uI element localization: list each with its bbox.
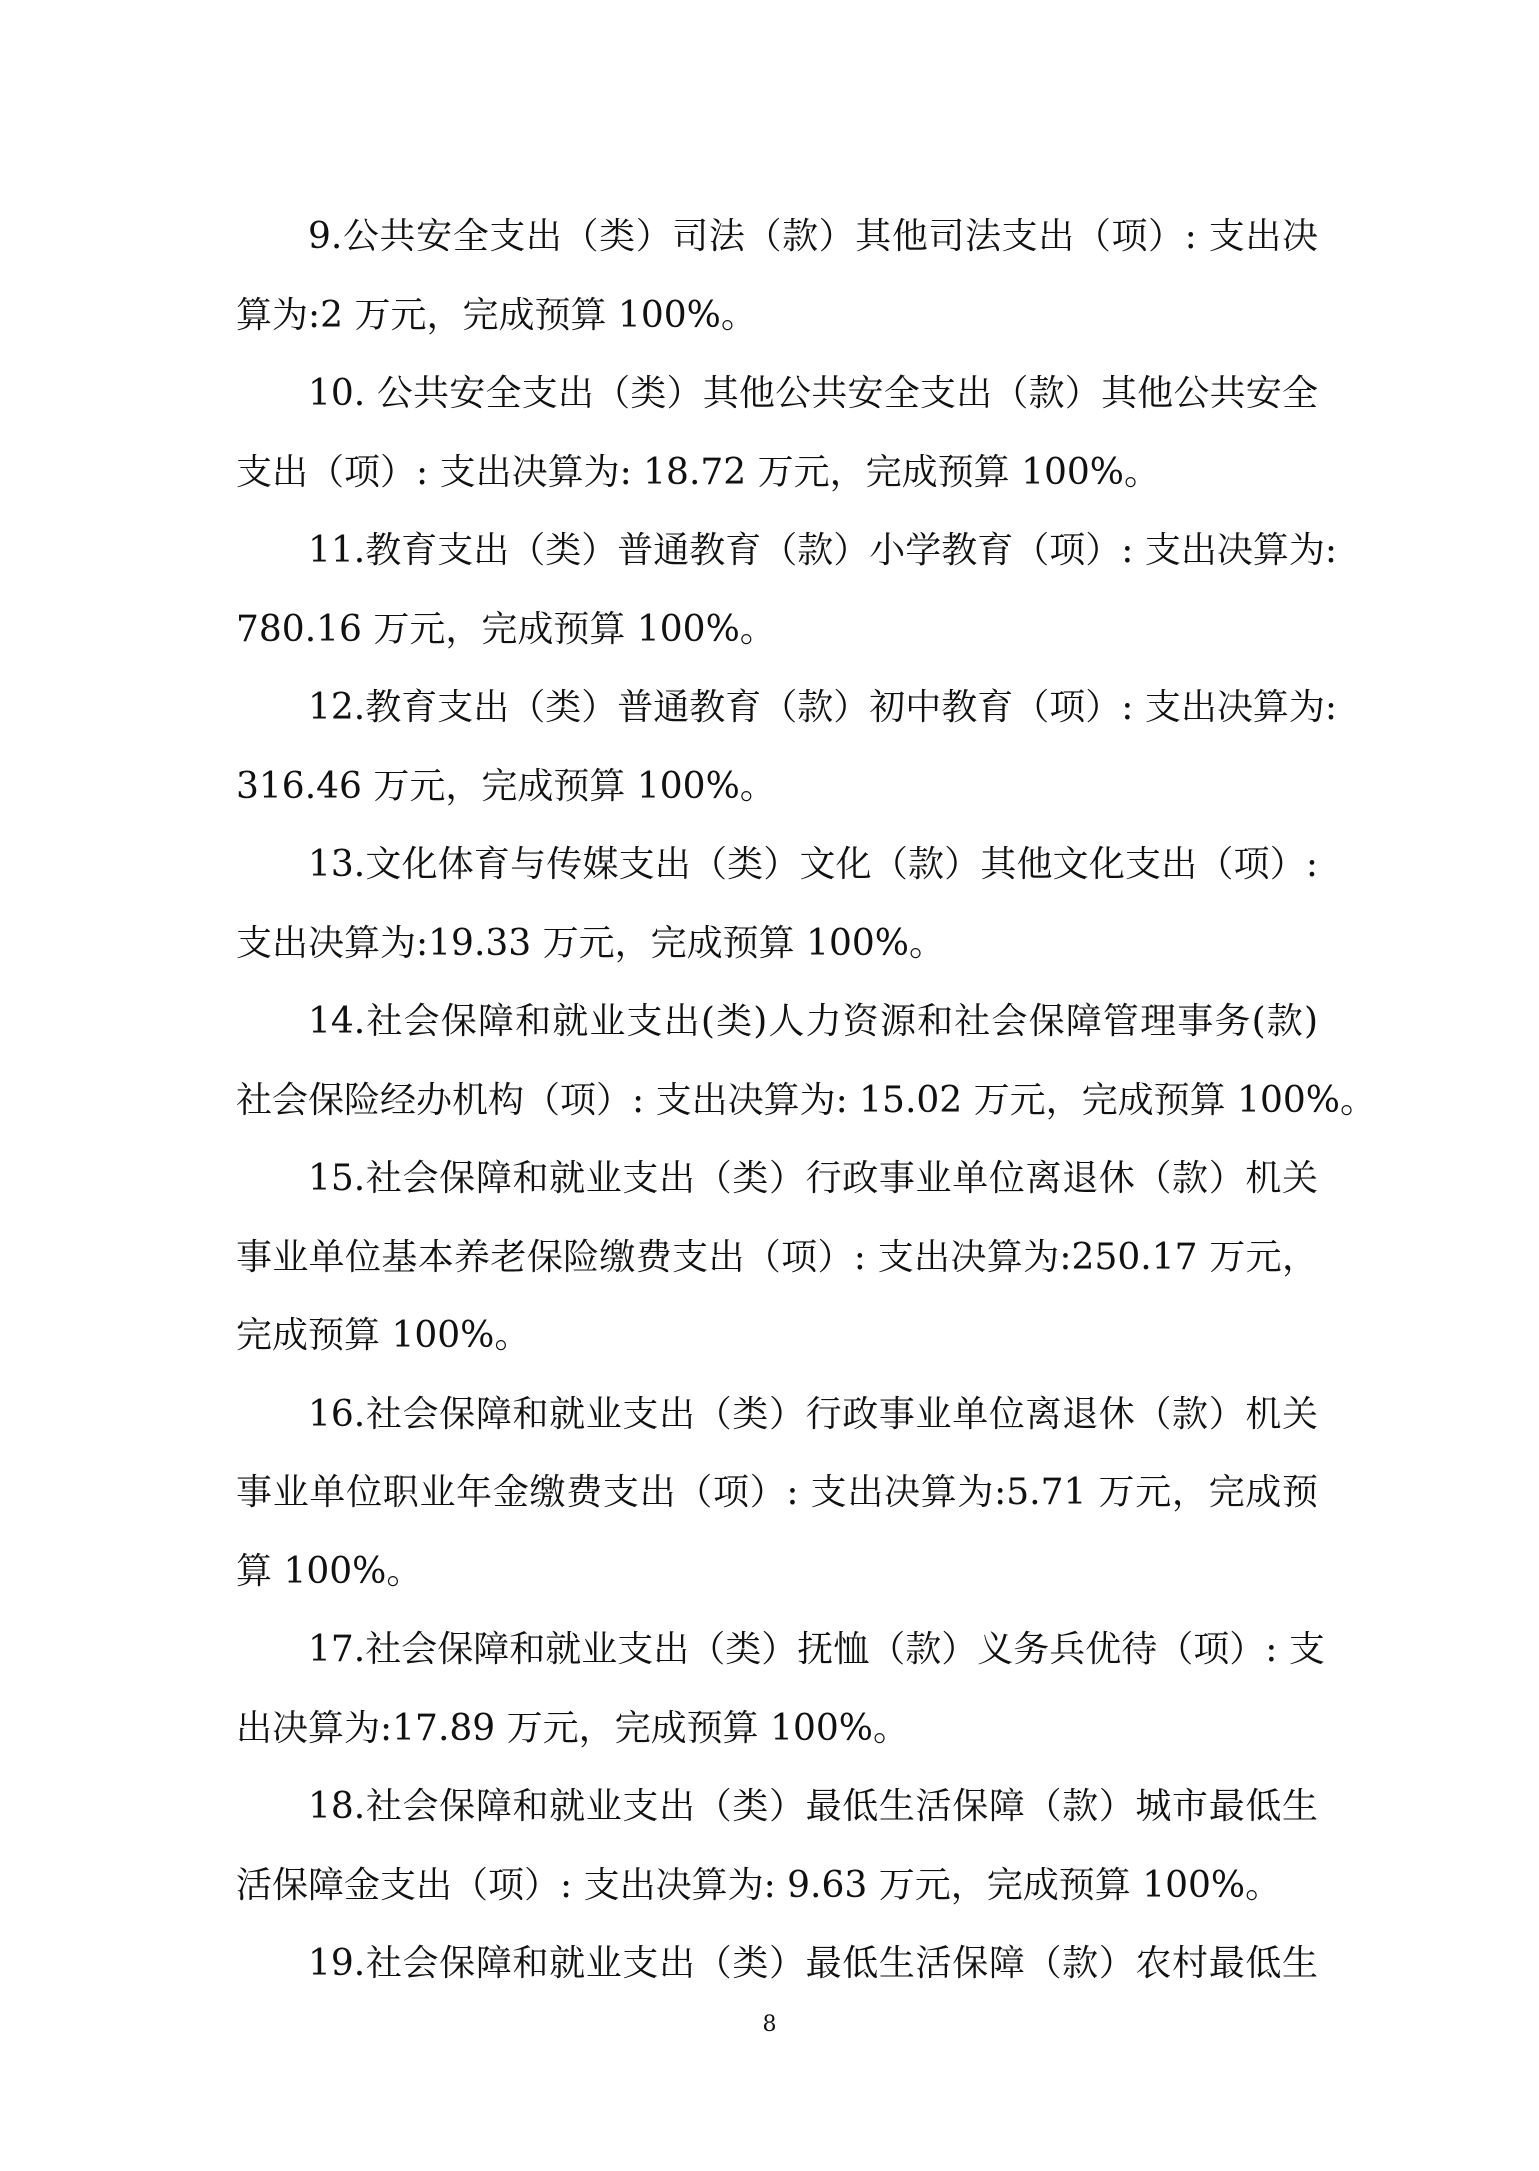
text-line: 11.教育支出（类）普通教育（款）小学教育（项）: 支出决算为: [308, 530, 1337, 571]
text-line: 316.46 万元，完成预算 100%。 [236, 765, 776, 807]
text-line: 活保障金支出（项）: 支出决算为: 9.63 万元，完成预算 100%。 [236, 1864, 1282, 1906]
text-line: 9.公共安全支出（类）司法（款）其他司法支出（项）: 支出决 [308, 216, 1318, 257]
text-line: 780.16 万元，完成预算 100%。 [236, 608, 776, 650]
paragraph [236, 983, 1377, 1140]
text-line: 支出决算为:19.33 万元，完成预算 100%。 [236, 922, 945, 964]
text-line: 出决算为:17.89 万元，完成预算 100%。 [236, 1707, 909, 1749]
text-line: 完成预算 100%。 [236, 1315, 531, 1356]
paragraph [236, 512, 1337, 669]
text-line: 社会保险经办机构（项）: 支出决算为: 15.02 万元，完成预算 100%。 [236, 1079, 1377, 1121]
text-line: 16.社会保障和就业支出（类）行政事业单位离退休（款）机关 [308, 1393, 1318, 1435]
text-line: 事业单位基本养老保险缴费支出（项）: 支出决算为:250.17 万元， [236, 1236, 1318, 1278]
text-line: 算为:2 万元，完成预算 100%。 [236, 294, 757, 336]
paragraph [236, 198, 1318, 355]
text-line: 算 100%。 [236, 1550, 423, 1592]
text-line: 事业单位职业年金缴费支出（项）: 支出决算为:5.71 万元，完成预 [236, 1472, 1318, 1513]
text-line: 10. 公共安全支出（类）其他公共安全支出（款）其他公共安全 [308, 373, 1318, 414]
paragraph [236, 1925, 1318, 2004]
text-line: 支出（项）: 支出决算为: 18.72 万元，完成预算 100%。 [236, 451, 1161, 493]
paragraph [236, 826, 1318, 983]
page-number: 8 [762, 2012, 777, 2037]
document-body [236, 198, 1377, 2004]
text-line: 17.社会保障和就业支出（类）抚恤（款）义务兵优待（项）: 支 [308, 1629, 1325, 1670]
text-line: 13.文化体育与传媒支出（类）文化（款）其他文化支出（项）: [308, 844, 1318, 885]
text-line: 19.社会保障和就业支出（类）最低生活保障（款）农村最低生 [308, 1943, 1318, 1984]
paragraph [236, 355, 1318, 512]
text-line: 18.社会保障和就业支出（类）最低生活保障（款）城市最低生 [308, 1786, 1318, 1827]
text-line: 15.社会保障和就业支出（类）行政事业单位离退休（款）机关 [308, 1158, 1318, 1199]
paragraph [236, 1140, 1318, 1376]
paragraph [236, 1611, 1325, 1768]
text-line: 12.教育支出（类）普通教育（款）初中教育（项）: 支出决算为: [308, 687, 1337, 728]
paragraph [236, 1376, 1318, 1612]
paragraph [236, 669, 1337, 826]
paragraph [236, 1768, 1318, 1925]
text-line: 14.社会保障和就业支出(类)人力资源和社会保障管理事务(款) [308, 1001, 1318, 1042]
